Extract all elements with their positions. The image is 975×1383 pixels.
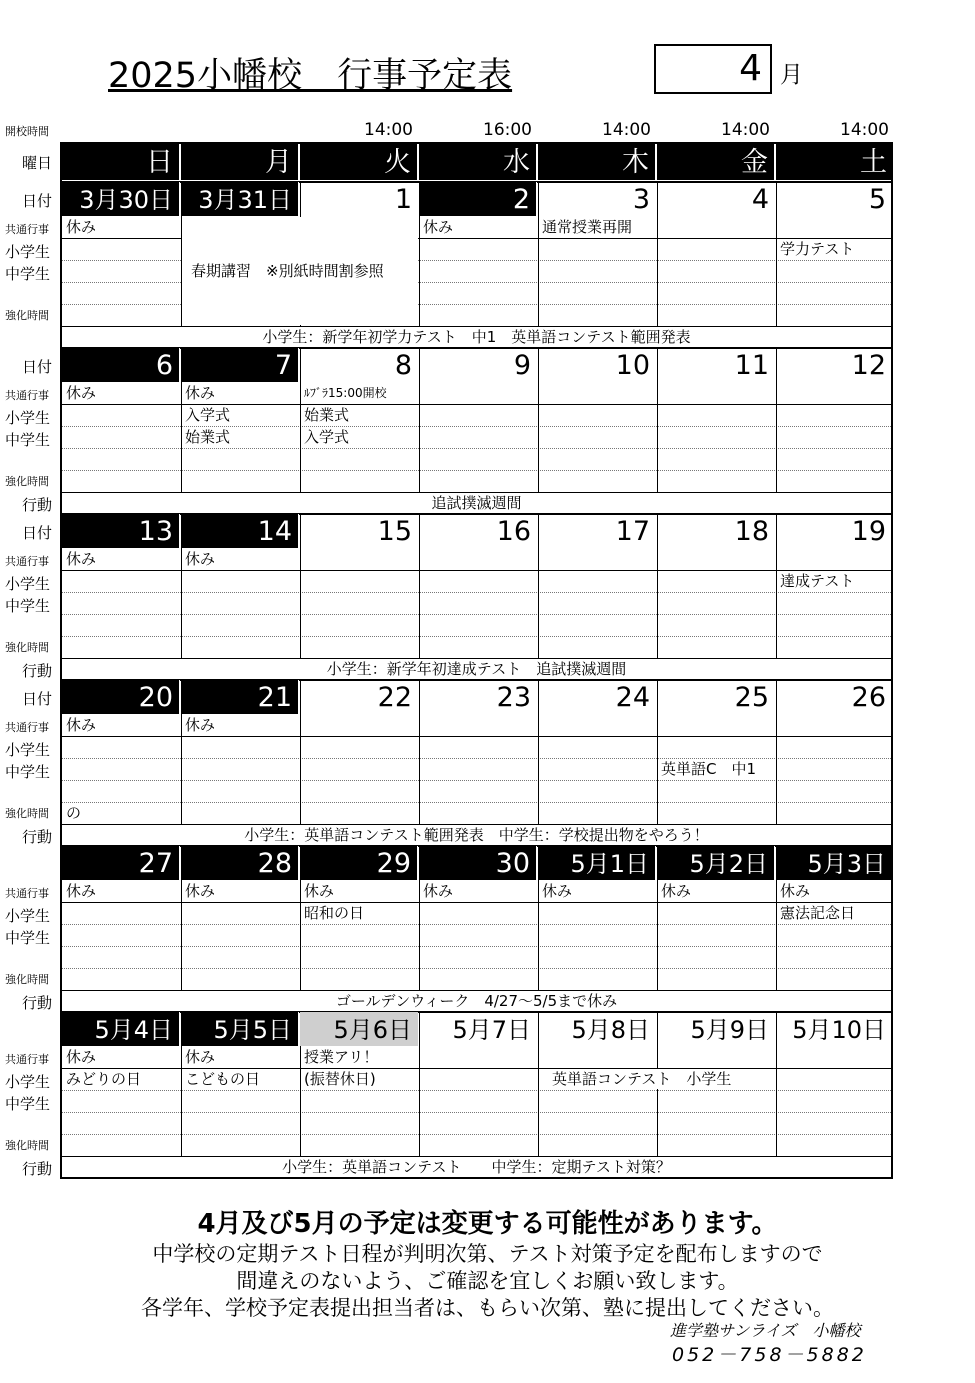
event-common: 休み bbox=[185, 882, 216, 900]
date-cell: 22 bbox=[377, 682, 412, 713]
weekday-header-cell: 日 bbox=[62, 144, 181, 180]
label-action: 行動 bbox=[22, 1160, 53, 1178]
event-junior: 英単語C 中1 bbox=[661, 760, 757, 778]
weekday-header-cell: 水 bbox=[419, 144, 538, 180]
event-common: 休み bbox=[304, 882, 335, 900]
date-cell: 15 bbox=[377, 516, 412, 547]
label-common: 共通行事 bbox=[5, 389, 49, 402]
date-cell: 5月6日 bbox=[300, 1012, 418, 1046]
label-elementary: 小学生 bbox=[5, 243, 51, 261]
week-banner: ゴールデンウィーク 4/27～5/5まで休み bbox=[335, 992, 618, 1010]
notice-line: 各学年、学校予定表提出担当者は、もらい次第、塾に提出してください。 bbox=[141, 1296, 834, 1320]
date-cell: 30 bbox=[419, 846, 537, 880]
date-cell: 26 bbox=[851, 682, 886, 713]
event-common: 休み bbox=[185, 550, 216, 568]
date-cell: 8 bbox=[394, 350, 412, 381]
date-cell: 1 bbox=[394, 184, 412, 215]
phone-number: 052－758－5882 bbox=[672, 1344, 867, 1366]
spring-course-note: 春期講習 ※別紙時間割参照 bbox=[191, 262, 384, 280]
row-divider bbox=[62, 1134, 891, 1135]
event-elementary: みどりの日 bbox=[66, 1070, 142, 1088]
label-reinforce: 強化時間 bbox=[5, 641, 49, 654]
date-cell: 4 bbox=[751, 184, 769, 215]
event-reinforce: の bbox=[66, 804, 82, 822]
event-elementary: 始業式 bbox=[304, 406, 350, 424]
weekday-header-cell: 火 bbox=[300, 144, 419, 180]
label-reinforce: 強化時間 bbox=[5, 973, 49, 986]
weekday-header-cell: 土 bbox=[776, 144, 893, 180]
label-action: 行動 bbox=[22, 662, 53, 680]
row-divider bbox=[62, 636, 891, 637]
date-cell: 3 bbox=[632, 184, 650, 215]
event-common: ﾙﾌﾞﾗ15:00開校 bbox=[304, 386, 387, 400]
date-cell: 3月30日 bbox=[62, 182, 180, 216]
label-reinforce: 強化時間 bbox=[5, 807, 49, 820]
row-divider bbox=[62, 404, 891, 405]
event-common: 休み bbox=[66, 716, 97, 734]
date-cell: 20 bbox=[62, 680, 180, 714]
row-divider bbox=[62, 470, 891, 471]
label-common: 共通行事 bbox=[5, 555, 49, 568]
label-junior: 中学生 bbox=[5, 1095, 51, 1113]
week-banner: 小学生：新学年初達成テスト 追試撲滅週間 bbox=[326, 660, 627, 678]
row-divider bbox=[62, 1090, 891, 1091]
date-cell: 7 bbox=[181, 348, 299, 382]
label-elementary: 小学生 bbox=[5, 1073, 51, 1091]
date-cell: 5月7日 bbox=[452, 1016, 531, 1044]
row-divider bbox=[62, 924, 891, 925]
label-junior: 中学生 bbox=[5, 763, 51, 781]
label-reinforce: 強化時間 bbox=[5, 1139, 49, 1152]
date-cell: 12 bbox=[851, 350, 886, 381]
event-common: 休み bbox=[66, 550, 97, 568]
row-divider bbox=[62, 968, 891, 969]
event-common: 休み bbox=[661, 882, 692, 900]
event-common: 休み bbox=[185, 384, 216, 402]
month-suffix: 月 bbox=[780, 62, 803, 88]
week-banner: 小学生：新学年初学力テスト 中1 英単語コンテスト範囲発表 bbox=[262, 328, 691, 346]
label-open-time: 開校時間 bbox=[5, 125, 49, 138]
open-time: 16:00 bbox=[483, 120, 532, 140]
month-box bbox=[654, 44, 772, 94]
label-junior: 中学生 bbox=[5, 431, 51, 449]
date-cell: 18 bbox=[734, 516, 769, 547]
event-elementary: こどもの日 bbox=[185, 1070, 261, 1088]
date-cell: 5月9日 bbox=[690, 1016, 769, 1044]
label-date: 日付 bbox=[22, 524, 53, 542]
label-date: 日付 bbox=[22, 358, 53, 376]
date-cell: 28 bbox=[181, 846, 299, 880]
event-junior: 入学式 bbox=[304, 428, 350, 446]
notice-line: 間違えのないよう、ご確認を宜しくお願い致します。 bbox=[236, 1269, 739, 1293]
label-date: 日付 bbox=[22, 192, 53, 210]
event-common: 休み bbox=[66, 882, 97, 900]
event-common: 休み bbox=[185, 1048, 216, 1066]
row-divider bbox=[62, 570, 891, 571]
event-elementary: 入学式 bbox=[185, 406, 231, 424]
month-number: 4 bbox=[739, 48, 762, 89]
label-elementary: 小学生 bbox=[5, 907, 51, 925]
date-cell: 5月5日 bbox=[181, 1012, 299, 1046]
date-cell: 5 bbox=[868, 184, 886, 215]
row-divider bbox=[62, 758, 891, 759]
row-divider bbox=[62, 946, 891, 947]
row-divider bbox=[62, 614, 891, 615]
label-elementary: 小学生 bbox=[5, 575, 51, 593]
label-action: 行動 bbox=[22, 828, 53, 846]
date-cell: 10 bbox=[615, 350, 650, 381]
date-cell: 17 bbox=[615, 516, 650, 547]
event-common: 休み bbox=[66, 384, 97, 402]
label-elementary: 小学生 bbox=[5, 409, 51, 427]
date-cell: 19 bbox=[851, 516, 886, 547]
label-date: 日付 bbox=[22, 690, 53, 708]
event-common: 授業アリ！ bbox=[304, 1048, 379, 1066]
open-time: 14:00 bbox=[840, 120, 889, 140]
weekday-header-cell: 金 bbox=[657, 144, 776, 180]
weekday-header-cell: 木 bbox=[538, 144, 657, 180]
event-common: 休み bbox=[66, 218, 97, 236]
label-reinforce: 強化時間 bbox=[5, 475, 49, 488]
event-common: 休み bbox=[423, 882, 454, 900]
date-cell: 5月10日 bbox=[792, 1016, 886, 1044]
row-divider bbox=[62, 448, 891, 449]
date-cell: 5月2日 bbox=[657, 846, 775, 880]
date-cell: 27 bbox=[62, 846, 180, 880]
date-cell: 21 bbox=[181, 680, 299, 714]
row-divider bbox=[62, 1112, 891, 1113]
event-common: 休み bbox=[185, 716, 216, 734]
date-cell: 13 bbox=[62, 514, 180, 548]
date-cell: 9 bbox=[513, 350, 531, 381]
open-time: 14:00 bbox=[602, 120, 651, 140]
row-divider bbox=[62, 736, 891, 737]
date-cell: 6 bbox=[62, 348, 180, 382]
date-cell: 11 bbox=[734, 350, 769, 381]
label-elementary: 小学生 bbox=[5, 741, 51, 759]
event-common: 休み bbox=[542, 882, 573, 900]
row-divider bbox=[62, 802, 891, 803]
label-action: 行動 bbox=[22, 496, 53, 514]
event-elementary: 昭和の日 bbox=[304, 904, 365, 922]
event-junior: 始業式 bbox=[185, 428, 231, 446]
event-elementary: 憲法記念日 bbox=[780, 904, 856, 922]
label-common: 共通行事 bbox=[5, 1053, 49, 1066]
open-time: 14:00 bbox=[721, 120, 770, 140]
notice-main: 4月及び5月の予定は変更する可能性があります。 bbox=[197, 1209, 778, 1239]
date-cell: 29 bbox=[300, 846, 418, 880]
weekday-header-cell: 月 bbox=[181, 144, 300, 180]
event-elementary: 学力テスト bbox=[780, 240, 855, 258]
row-divider bbox=[62, 592, 891, 593]
label-common: 共通行事 bbox=[5, 223, 49, 236]
event-common: 休み bbox=[780, 882, 811, 900]
date-cell: 5月8日 bbox=[571, 1016, 650, 1044]
label-action: 行動 bbox=[22, 994, 53, 1012]
date-cell: 16 bbox=[496, 516, 531, 547]
row-divider bbox=[62, 902, 891, 903]
date-cell: 14 bbox=[181, 514, 299, 548]
school-name: 進学塾サンライズ 小幡校 bbox=[670, 1321, 861, 1340]
event-common: 休み bbox=[423, 218, 454, 236]
event-elementary: (振替休日) bbox=[304, 1070, 376, 1088]
date-cell: 24 bbox=[615, 682, 650, 713]
open-time: 14:00 bbox=[364, 120, 413, 140]
label-reinforce: 強化時間 bbox=[5, 309, 49, 322]
week-banner: 追試撲滅週間 bbox=[431, 494, 522, 512]
event-common: 休み bbox=[66, 1048, 97, 1066]
event-elementary-span: 英単語コンテスト 小学生 bbox=[552, 1070, 732, 1088]
row-divider bbox=[62, 426, 891, 427]
calendar-table bbox=[60, 142, 893, 1179]
label-junior: 中学生 bbox=[5, 265, 51, 283]
row-divider bbox=[62, 780, 891, 781]
date-cell: 5月3日 bbox=[776, 846, 892, 880]
label-common: 共通行事 bbox=[5, 887, 49, 900]
week-banner: 小学生：英単語コンテスト 中学生：定期テスト対策？ bbox=[282, 1158, 671, 1176]
label-junior: 中学生 bbox=[5, 597, 51, 615]
label-common: 共通行事 bbox=[5, 721, 49, 734]
week-banner: 小学生：英単語コンテスト範囲発表 中学生：学校提出物をやろう！ bbox=[244, 826, 709, 844]
date-cell: 5月4日 bbox=[62, 1012, 180, 1046]
notice-line: 中学校の定期テスト日程が判明次第、テスト対策予定を配布しますので bbox=[152, 1242, 823, 1266]
label-junior: 中学生 bbox=[5, 929, 51, 947]
label-weekday: 曜日 bbox=[22, 154, 53, 172]
date-cell: 25 bbox=[734, 682, 769, 713]
date-cell: 23 bbox=[496, 682, 531, 713]
event-common: 通常授業再開 bbox=[542, 218, 633, 236]
date-cell: 2 bbox=[419, 182, 537, 216]
date-cell: 5月1日 bbox=[538, 846, 656, 880]
date-cell: 3月31日 bbox=[181, 182, 299, 216]
event-elementary: 達成テスト bbox=[780, 572, 855, 590]
page-title: 2025小幡校 行事予定表 bbox=[108, 56, 513, 96]
